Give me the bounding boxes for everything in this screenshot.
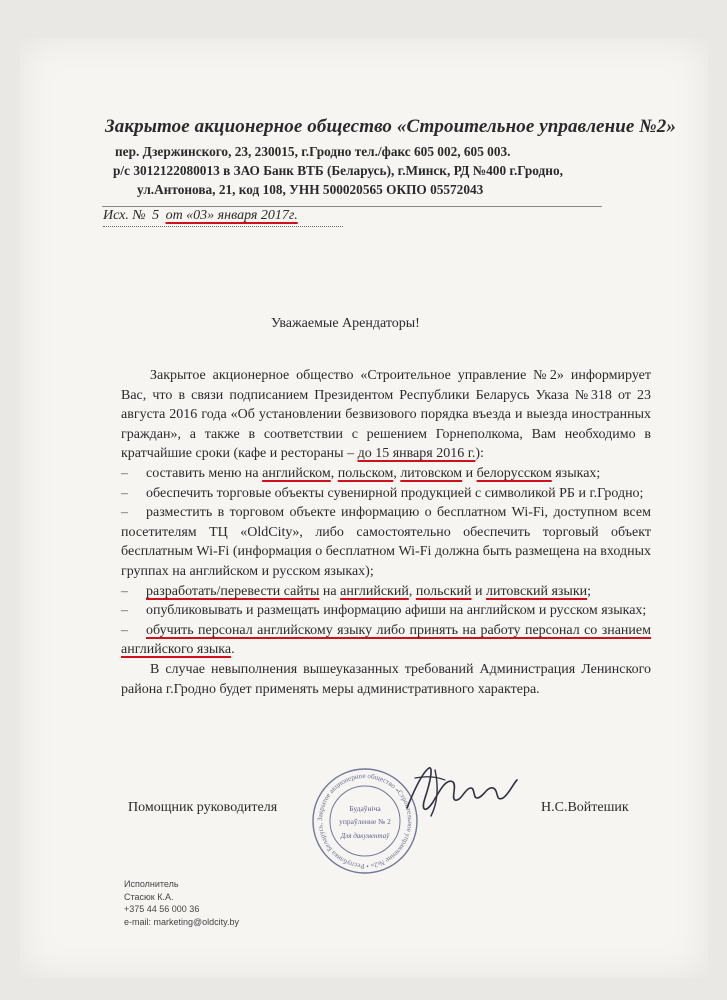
item-separator: , [393, 465, 401, 481]
item-conjunction: и [462, 465, 477, 481]
company-title: Закрытое акционерное общество «Строительное управление №2» [105, 116, 676, 137]
list-dash: – [121, 505, 128, 521]
stamp-line1: Будаўніча [349, 804, 381, 813]
item-text: составить меню на [146, 465, 263, 481]
stamp-ring-text: Закрытое акционерное общество «Строительное управление №2» • Республика Беларусь, [315, 771, 415, 871]
executor-label: Исполнитель [124, 879, 179, 889]
reference-number: 5 [152, 208, 160, 223]
item-separator: , [408, 583, 416, 599]
letterhead-codes: ул.Антонова, 21, код 108, УНН 500020565 ОКПО 05572043 [137, 182, 484, 197]
stamp-line2: упраўленне № 2 [339, 817, 391, 826]
executor-block [124, 878, 239, 928]
list-item [121, 464, 651, 484]
stamp-line3: Для дакументаў [340, 832, 390, 840]
letter-body [121, 366, 651, 699]
list-dash: – [121, 603, 128, 619]
lang-polish: польском [337, 465, 394, 481]
item-separator: , [330, 465, 338, 481]
reference-prefix: Исх. № [103, 208, 146, 223]
sites-translate: разработать/перевести сайты [146, 583, 320, 599]
closing-paragraph: В случае невыполнения вышеуказанных требований Администрация Ленинского района г.Гродно будет применять меры административного характера. [121, 661, 651, 697]
lang-lithuanian: литовском [400, 465, 463, 481]
intro-paragraph [121, 366, 651, 464]
letterhead-bank: р/с 3012122080013 в ЗАО Банк ВТБ (Беларусь), г.Минск, РД №400 г.Гродно, [113, 163, 563, 178]
handwritten-signature [395, 758, 525, 828]
executor-name: Стасюк К.А. [124, 891, 174, 902]
deadline: до 15 января 2016 г. [357, 446, 476, 462]
intro-text: Закрытое акционерное общество «Строительное управление №2» информирует Вас, что в связи подписанием Президентом Республики Беларусь Указа №318 от 23 августа 2016 года «Об установлении безвизового порядка въезда и выезда иностранных граждан», а также в соответствии с решением Горнеполкома, Вам необходимо в кратчайшие сроки (кафе и рестораны – [121, 368, 651, 462]
list-item [121, 601, 651, 621]
greeting: Уважаемые Арендаторы! [271, 316, 420, 331]
outgoing-reference [103, 208, 298, 224]
lang-belarusian: белорусском [476, 465, 552, 481]
lang-english: английском [262, 465, 331, 481]
reference-date: от «03» января 2017г. [165, 208, 298, 223]
intro-end: ): [475, 446, 484, 462]
list-dash: – [121, 465, 128, 481]
signer-role: Помощник руководителя [128, 800, 278, 815]
letterhead-rule [102, 206, 602, 207]
executor-email: e-mail: marketing@oldcity.by [124, 916, 240, 927]
staff-training: обучить персонал английскому языку либо принять на работу персонал со знанием английского языка [121, 622, 651, 658]
item-text: обеспечить торговые объекты сувенирной продукцией с символикой РБ и г.Гродно; [146, 485, 644, 501]
lang-lithuanian: литовский языки [486, 583, 588, 599]
lang-english: английский [340, 583, 409, 599]
reference-dotted-line [103, 226, 343, 227]
item-conjunction: и [471, 583, 487, 599]
item-text: опубликовывать и размещать информацию афиши на английском и русском языках; [146, 603, 647, 619]
signer-name: Н.С.Войтешик [541, 800, 629, 815]
letterhead-address: пер. Дзержинского, 23, 230015, г.Гродно тел./факс 605 002, 605 003. [115, 144, 511, 159]
item-text: языках; [551, 465, 601, 481]
list-item [121, 503, 651, 581]
item-text: . [231, 642, 235, 658]
item-text: разместить в торговом объекте информацию о бесплатном Wi-Fi, доступном всем посетителям ТЦ «OldCity», либо самостоятельно обеспечить торговый объект бесплатным Wi-Fi (информация о бесплатном Wi-Fi должна быть размещена на входных группах на английском и русском языках); [121, 505, 651, 579]
list-dash: – [121, 622, 128, 638]
item-text: на [319, 583, 341, 599]
list-dash: – [121, 485, 128, 501]
document-sheet [20, 38, 708, 978]
list-item [121, 484, 651, 504]
list-item [121, 621, 651, 660]
executor-phone: +375 44 56 000 36 [124, 904, 200, 914]
lang-polish: польский [415, 583, 472, 599]
list-dash: – [121, 583, 128, 599]
item-text: ; [587, 583, 592, 599]
list-item [121, 582, 651, 602]
